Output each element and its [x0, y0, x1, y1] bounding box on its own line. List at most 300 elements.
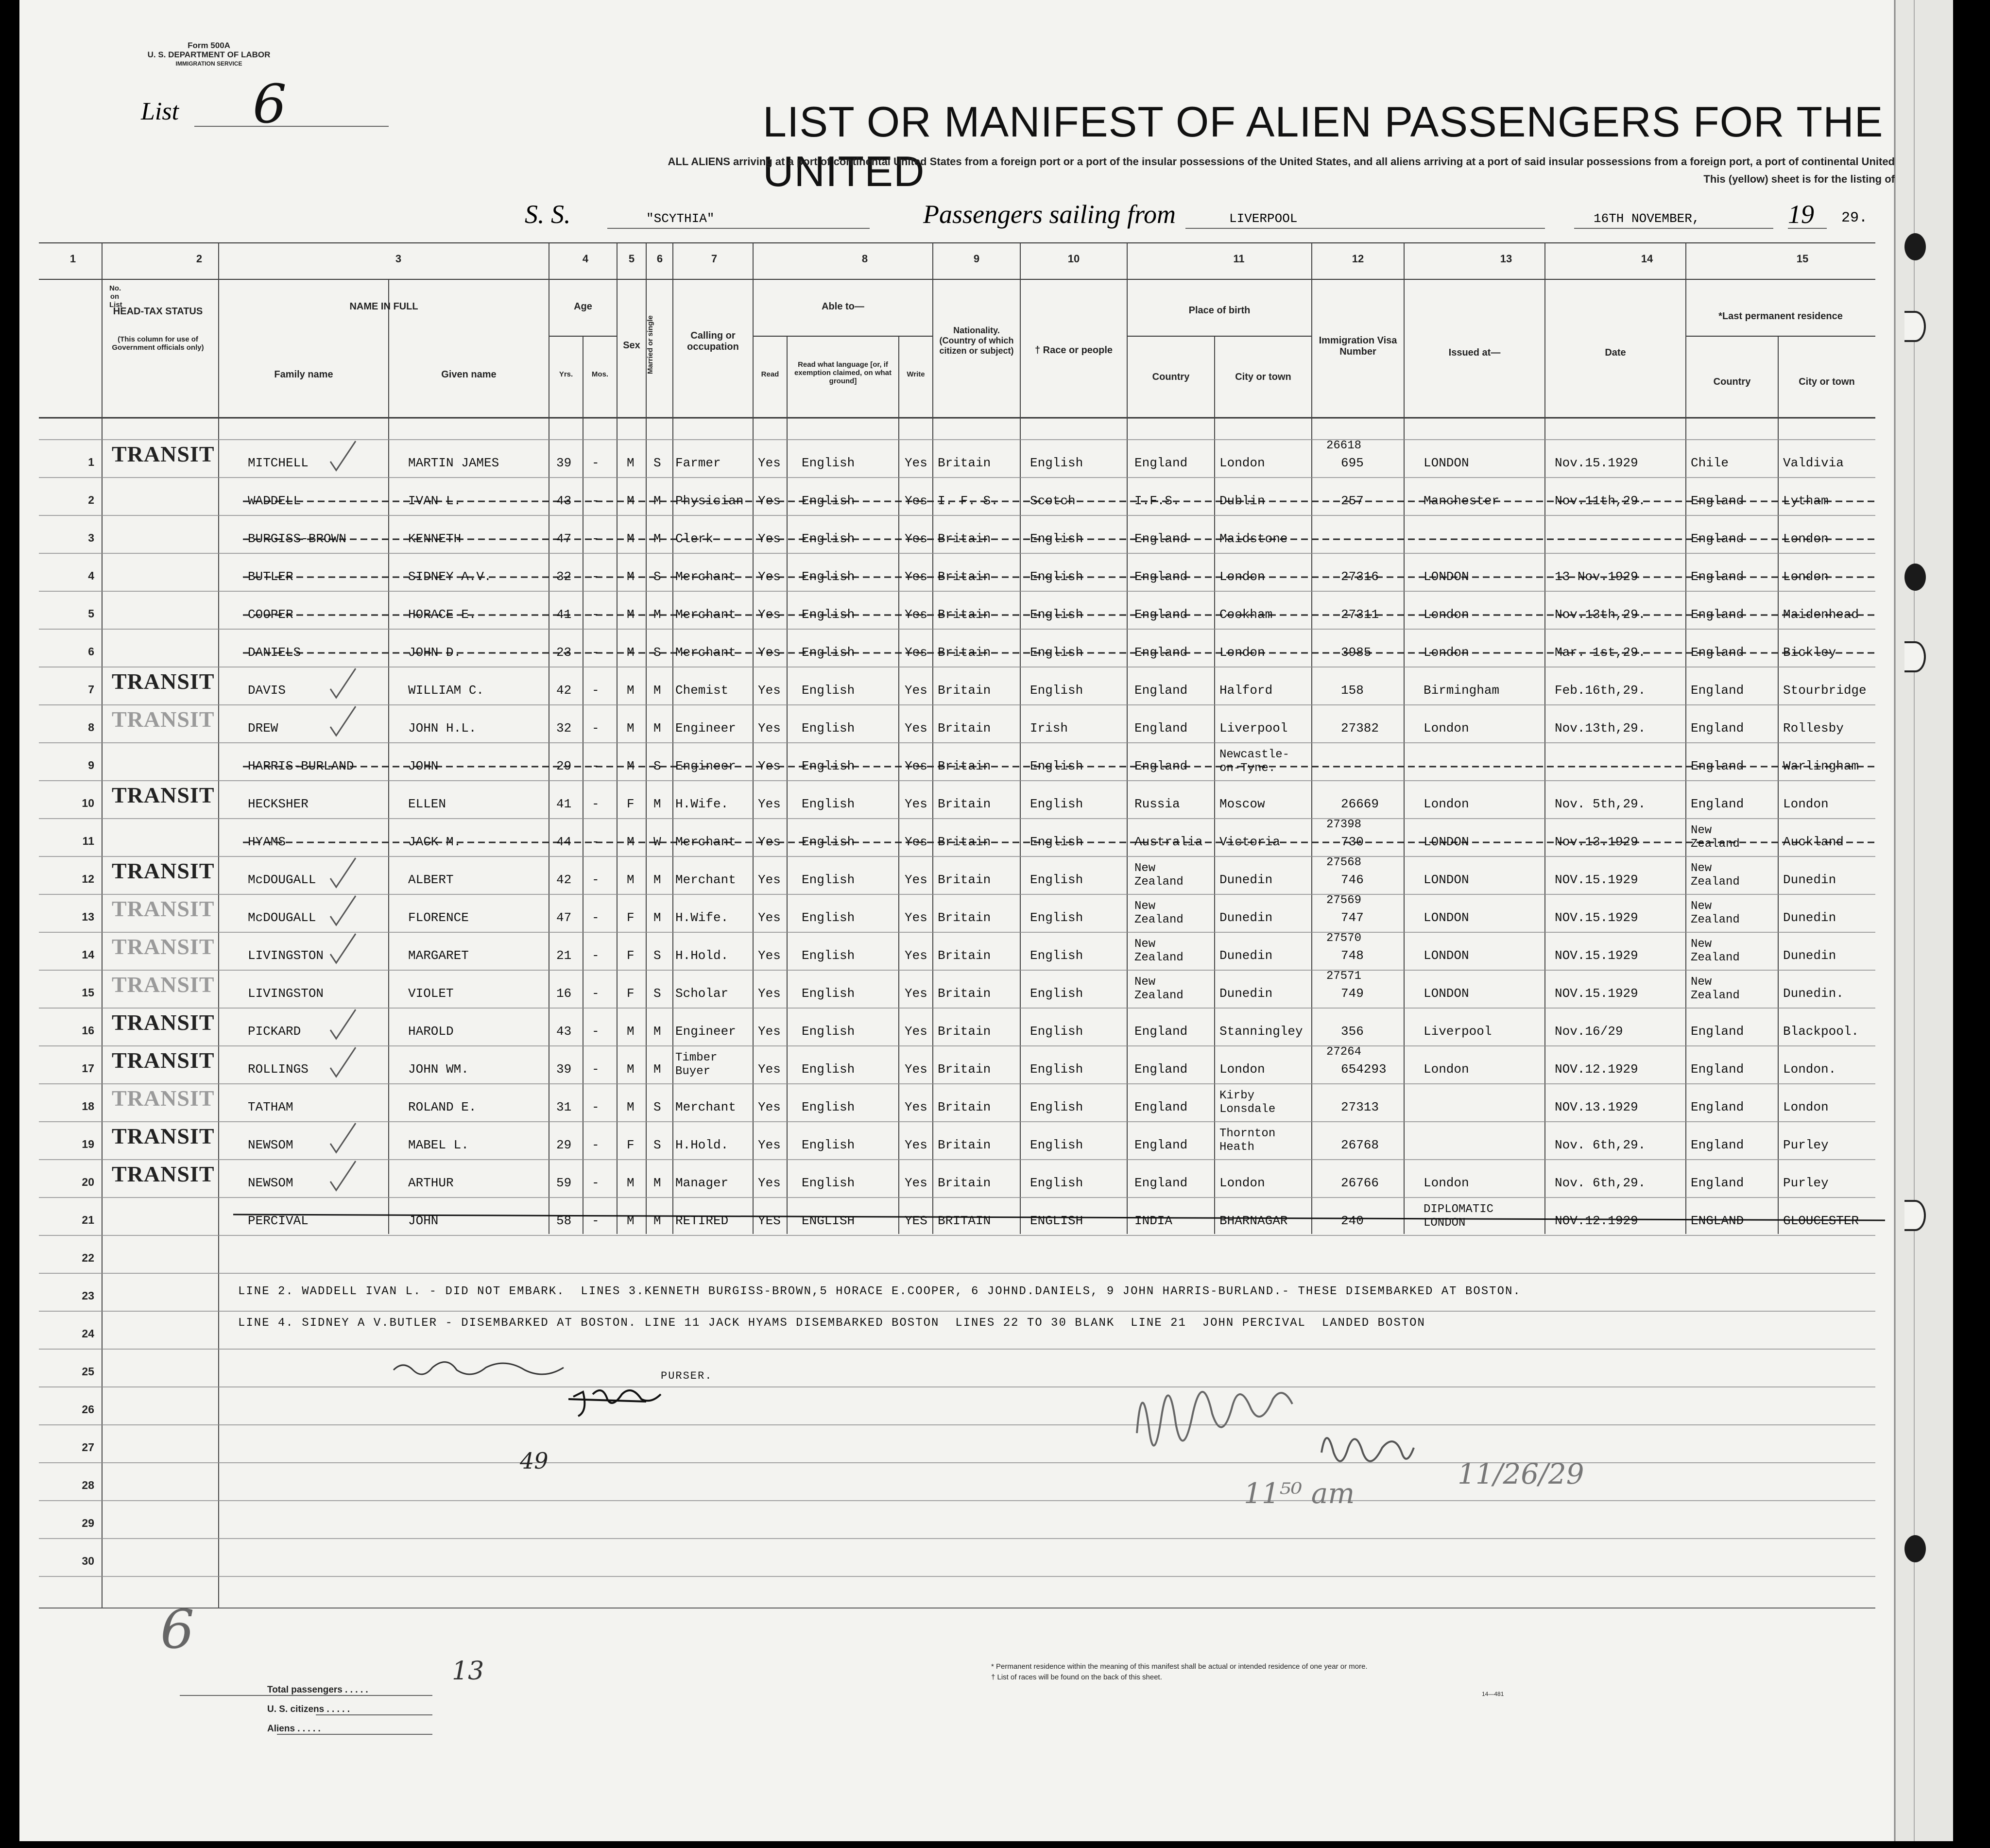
cell-read: Yes	[758, 910, 781, 925]
cell-mos: -	[592, 797, 600, 811]
cell-issued: LONDON	[1424, 569, 1469, 584]
cell-visa-top: 27398	[1326, 818, 1362, 831]
cell-read: Yes	[758, 1062, 781, 1077]
department-name: U. S. DEPARTMENT OF LABOR	[147, 50, 271, 59]
cell-given: JOHN D.	[408, 645, 462, 660]
cell-date: Nov. 5th,29.	[1555, 797, 1646, 811]
cell-family: MITCHELL	[248, 456, 309, 470]
head-tax-status-stamp: TRANSIT	[112, 783, 215, 807]
cell-family: DAVIS	[248, 683, 286, 698]
check-mark	[330, 668, 356, 698]
cell-read: YES	[758, 1214, 781, 1228]
cell-bcountry: New Zealand	[1134, 938, 1184, 964]
cell-visa-top: 26618	[1326, 439, 1362, 452]
cell-lang: English	[802, 835, 855, 849]
cell-issued: LONDON	[1424, 456, 1469, 470]
cell-rcity: London	[1783, 531, 1829, 546]
cell-sex: M	[627, 759, 635, 773]
cell-calling: Farmer	[675, 456, 721, 470]
cell-read: Yes	[758, 986, 781, 1001]
column-number: 15	[1796, 253, 1809, 265]
column-number: 10	[1067, 253, 1080, 265]
cell-yrs: 29	[556, 1138, 572, 1152]
sailing-label: Passengers sailing from	[923, 200, 1176, 229]
cell-lang: English	[802, 569, 855, 584]
row-number: 1	[88, 456, 94, 468]
row-number: 8	[88, 721, 94, 734]
cell-ms: M	[653, 683, 661, 698]
cell-mos: -	[592, 1138, 600, 1152]
cell-bcountry: England	[1134, 645, 1188, 660]
cell-rcountry: England	[1691, 721, 1744, 736]
cell-calling: H.Hold.	[675, 948, 729, 963]
cell-read: Yes	[758, 797, 781, 811]
cell-issued: Liverpool	[1424, 1024, 1492, 1039]
cell-mos: -	[592, 456, 600, 470]
header-nationality: Nationality. (Country of which citizen or subject)	[939, 325, 1014, 356]
departure-port: LIVERPOOL	[1229, 211, 1298, 226]
cell-lang: English	[802, 1024, 855, 1039]
cell-bcountry: England	[1134, 456, 1188, 470]
purser-signature	[389, 1351, 729, 1419]
cell-rcity: London	[1783, 797, 1829, 811]
cell-date: NOV.15.1929	[1555, 873, 1638, 887]
ship-name: "SCYTHIA"	[646, 211, 715, 226]
cell-nat: Britain	[938, 456, 991, 470]
cell-rcity: Blackpool.	[1783, 1024, 1859, 1039]
cell-bcity: Stanningley	[1219, 1024, 1303, 1039]
cell-calling: Chemist	[675, 683, 729, 698]
cell-bcountry: New Zealand	[1134, 900, 1184, 926]
footnote-races: † List of races will be found on the back of this sheet.	[991, 1673, 1162, 1681]
cell-nat: Britain	[938, 1176, 991, 1190]
cell-family: COOPER	[248, 607, 293, 622]
cell-bcity: London	[1219, 569, 1265, 584]
cell-rcity: Dunedin.	[1783, 986, 1844, 1001]
cell-nat: Britain	[938, 759, 991, 773]
cell-ms: S	[653, 986, 661, 1001]
ss-label: S. S.	[525, 200, 571, 229]
cell-write: Yes	[905, 797, 927, 811]
page-title: LIST OR MANIFEST OF ALIEN PASSENGERS FOR THE UNITED	[763, 98, 1884, 195]
cell-rcity: Purley	[1783, 1176, 1829, 1190]
cell-bcity: London	[1219, 645, 1265, 660]
cell-calling: Manager	[675, 1176, 729, 1190]
cell-nat: Britain	[938, 986, 991, 1001]
cell-nat: Britain	[938, 569, 991, 584]
cell-sex: M	[627, 1176, 635, 1190]
cell-sex: M	[627, 873, 635, 887]
check-mark	[330, 896, 356, 925]
cell-mos: -	[592, 569, 600, 584]
cell-race: English	[1030, 1100, 1083, 1114]
cell-bcountry: England	[1134, 683, 1188, 698]
cell-lang: English	[802, 1138, 855, 1152]
cell-write: Yes	[905, 1062, 927, 1077]
cell-write: Yes	[905, 1176, 927, 1190]
cell-ms: M	[653, 721, 661, 736]
cell-nat: BRITAIN	[938, 1214, 991, 1228]
cell-calling: H.Wife.	[675, 910, 729, 925]
cell-ms: M	[653, 607, 661, 622]
cell-calling: Merchant	[675, 1100, 736, 1114]
header-issued-at: Issued at—	[1448, 347, 1501, 358]
row-number: 4	[88, 569, 94, 582]
cell-family: McDOUGALL	[248, 873, 316, 887]
cell-bcountry: England	[1134, 1100, 1188, 1114]
row-number: 28	[82, 1479, 94, 1491]
row-number: 9	[88, 759, 94, 771]
cell-family: TATHAM	[248, 1100, 293, 1114]
cell-write: Yes	[905, 835, 927, 849]
cell-bcity: Moscow	[1219, 797, 1265, 811]
cell-bcity: Kirby Lonsdale	[1219, 1089, 1276, 1116]
cell-race: English	[1030, 1176, 1083, 1190]
cell-mos: -	[592, 873, 600, 887]
cell-rcountry: England	[1691, 1176, 1744, 1190]
cell-mos: -	[592, 1214, 600, 1228]
cell-bcity: Victoria	[1219, 835, 1280, 849]
cell-given: MARGARET	[408, 948, 469, 963]
cell-sex: M	[627, 1214, 635, 1228]
cell-visa: 654293	[1341, 1062, 1387, 1077]
header-residence-city: City or town	[1799, 376, 1855, 387]
column-number: 11	[1233, 253, 1245, 265]
cell-rcity: Dunedin	[1783, 948, 1836, 963]
cell-read: Yes	[758, 683, 781, 698]
handwritten-time-mark: 11⁵⁰ am	[1244, 1477, 1355, 1510]
cell-rcountry: ENGLAND	[1691, 1214, 1744, 1228]
cell-sex: M	[627, 721, 635, 736]
print-code: 14—481	[1482, 1691, 1504, 1697]
head-tax-status-stamp: TRANSIT	[112, 896, 215, 921]
head-tax-status-stamp: TRANSIT	[112, 1162, 215, 1186]
cell-family: NEWSOM	[248, 1138, 293, 1152]
column-number: 6	[656, 253, 663, 265]
cell-ms: S	[653, 569, 661, 584]
cell-bcountry: New Zealand	[1134, 975, 1184, 1002]
cell-ms: M	[653, 1062, 661, 1077]
header-read: Read	[761, 370, 779, 378]
service-name: IMMIGRATION SERVICE	[175, 60, 242, 67]
cell-lang: English	[802, 456, 855, 470]
cell-yrs: 23	[556, 645, 572, 660]
cell-bcountry: England	[1134, 1062, 1188, 1077]
cell-sex: M	[627, 645, 635, 660]
cell-family: ROLLINGS	[248, 1062, 309, 1077]
cell-calling: Merchant	[675, 569, 736, 584]
handwritten-page-mark: 49	[520, 1448, 549, 1474]
cell-yrs: 43	[556, 1024, 572, 1039]
head-tax-status-stamp: TRANSIT	[112, 1086, 215, 1111]
cell-nat: Britain	[938, 1100, 991, 1114]
check-mark	[330, 1123, 356, 1152]
cell-bcity: Dublin	[1219, 494, 1265, 508]
cell-given: JACK M.	[408, 835, 462, 849]
cell-sex: M	[627, 531, 635, 546]
cell-visa: 748	[1341, 948, 1364, 963]
cell-mos: -	[592, 683, 600, 698]
cell-issued: London	[1424, 1176, 1469, 1190]
cell-given: VIOLET	[408, 986, 454, 1001]
cell-write: YES	[905, 1214, 927, 1228]
row-number: 12	[82, 873, 94, 885]
cell-write: Yes	[905, 683, 927, 698]
cell-read: Yes	[758, 494, 781, 508]
row-number: 26	[82, 1403, 94, 1416]
cell-ms: M	[653, 873, 661, 887]
cell-family: BURGISS-BROWN	[248, 531, 346, 546]
cell-nat: Britain	[938, 1024, 991, 1039]
cell-family: HARRIS-BURLAND	[248, 759, 354, 773]
cell-given: JOHN H.L.	[408, 721, 477, 736]
cell-given: IVAN L.	[408, 494, 462, 508]
cell-family: DANIELS	[248, 645, 301, 660]
cell-rcity: London	[1783, 1100, 1829, 1114]
cell-calling: Scholar	[675, 986, 729, 1001]
cell-read: Yes	[758, 721, 781, 736]
cell-date: Nov.13th,29.	[1555, 721, 1646, 736]
cell-ms: S	[653, 948, 661, 963]
cell-race: English	[1030, 759, 1083, 773]
cell-calling: Clerk	[675, 531, 714, 546]
cell-date: NOV.15.1929	[1555, 910, 1638, 925]
departure-date: 16TH NOVEMBER,	[1594, 211, 1700, 226]
head-tax-status-stamp: TRANSIT	[112, 972, 215, 997]
cell-mos: -	[592, 607, 600, 622]
cell-mos: -	[592, 531, 600, 546]
cell-mos: -	[592, 986, 600, 1001]
handwritten-date-mark: 11/26/29	[1458, 1457, 1584, 1490]
cell-visa: 27382	[1341, 721, 1379, 736]
cell-read: Yes	[758, 948, 781, 963]
cell-read: Yes	[758, 873, 781, 887]
cell-calling: Engineer	[675, 759, 736, 773]
cell-calling: Engineer	[675, 721, 736, 736]
cell-visa-top: 27568	[1326, 856, 1362, 869]
cell-bcity: Newcastle- on-Tyne.	[1219, 748, 1290, 775]
cell-ms: S	[653, 759, 661, 773]
form-number: Form 500A	[188, 41, 230, 50]
cell-mos: -	[592, 1062, 600, 1077]
row-number: 11	[82, 835, 94, 847]
header-able-to: Able to—	[822, 301, 864, 312]
head-tax-status-stamp: TRANSIT	[112, 707, 215, 732]
head-tax-status-stamp: TRANSIT	[112, 1010, 215, 1035]
cell-race: English	[1030, 607, 1083, 622]
cell-issued: London	[1424, 607, 1469, 622]
cell-visa: 356	[1341, 1024, 1364, 1039]
cell-yrs: 39	[556, 1062, 572, 1077]
cell-rcountry: England	[1691, 569, 1744, 584]
cell-rcountry: New Zealand	[1691, 938, 1740, 964]
punch-hole	[1904, 641, 1926, 672]
cell-ms: S	[653, 645, 661, 660]
cell-issued: Birmingham	[1424, 683, 1500, 698]
list-label: List	[141, 98, 179, 125]
cell-bcity: Cookham	[1219, 607, 1273, 622]
cell-yrs: 16	[556, 986, 572, 1001]
check-mark	[330, 1047, 356, 1077]
cell-calling: H.Wife.	[675, 797, 729, 811]
row-number: 17	[82, 1062, 94, 1075]
cell-date: Mar. 1st,29.	[1555, 645, 1646, 660]
cell-nat: Britain	[938, 531, 991, 546]
cell-issued: LONDON	[1424, 948, 1469, 963]
cell-race: English	[1030, 835, 1083, 849]
cell-nat: Britain	[938, 683, 991, 698]
cell-sex: M	[627, 683, 635, 698]
cell-ms: M	[653, 910, 661, 925]
head-tax-status-stamp: TRANSIT	[112, 442, 215, 466]
check-mark	[330, 706, 356, 736]
row-number: 21	[82, 1214, 94, 1226]
punch-hole	[1904, 564, 1926, 591]
cell-sex: M	[627, 607, 635, 622]
header-sex: Sex	[623, 340, 640, 351]
year-prefix: 19	[1788, 200, 1814, 229]
cell-visa: 27316	[1341, 569, 1379, 584]
cell-read: Yes	[758, 759, 781, 773]
cell-date: Nov.15.1929	[1555, 456, 1638, 470]
cell-date: Nov. 6th,29.	[1555, 1176, 1646, 1190]
cell-mos: -	[592, 948, 600, 963]
cell-read: Yes	[758, 835, 781, 849]
cell-rcity: Rollesby	[1783, 721, 1844, 736]
cell-yrs: 58	[556, 1214, 572, 1228]
cell-read: Yes	[758, 1176, 781, 1190]
cell-nat: Britain	[938, 910, 991, 925]
cell-rcity: Purley	[1783, 1138, 1829, 1152]
cell-visa: 27313	[1341, 1100, 1379, 1114]
header-married-or-single: Married or single	[646, 315, 654, 375]
cell-yrs: 32	[556, 721, 572, 736]
cell-read: Yes	[758, 531, 781, 546]
cell-visa: 257	[1341, 494, 1364, 508]
cell-visa: 747	[1341, 910, 1364, 925]
cell-lang: English	[802, 873, 855, 887]
cell-sex: M	[627, 494, 635, 508]
check-mark	[330, 1161, 356, 1190]
cell-given: MARTIN JAMES	[408, 456, 499, 470]
cell-write: Yes	[905, 494, 927, 508]
cell-race: English	[1030, 948, 1083, 963]
cell-nat: Britain	[938, 721, 991, 736]
cell-visa: 695	[1341, 456, 1364, 470]
row-number: 19	[82, 1138, 94, 1150]
cell-write: Yes	[905, 1100, 927, 1114]
cell-rcountry: England	[1691, 607, 1744, 622]
cell-read: Yes	[758, 456, 781, 470]
header-read-language: Read what language [or, if exemption claimed, on what ground]	[794, 360, 892, 385]
cell-calling: Merchant	[675, 607, 736, 622]
cell-rcountry: England	[1691, 1024, 1744, 1039]
cell-rcountry: England	[1691, 1100, 1744, 1114]
cell-yrs: 47	[556, 910, 572, 925]
cell-nat: Britain	[938, 835, 991, 849]
punch-hole	[1904, 1200, 1926, 1231]
header-residence-country: Country	[1713, 376, 1751, 387]
cell-race: English	[1030, 1138, 1083, 1152]
cell-ms: M	[653, 531, 661, 546]
cell-nat: Britain	[938, 1062, 991, 1077]
cell-lang: English	[802, 948, 855, 963]
cell-rcity: Bickley	[1783, 645, 1836, 660]
cell-lang: English	[802, 531, 855, 546]
cell-rcity: Valdivia	[1783, 456, 1844, 470]
cell-calling: Merchant	[675, 835, 736, 849]
cell-race: English	[1030, 873, 1083, 887]
cell-race: English	[1030, 531, 1083, 546]
cell-date: NOV.12.1929	[1555, 1062, 1638, 1077]
cell-date: Nov.13.1929	[1555, 835, 1638, 849]
row-number: 5	[88, 607, 94, 620]
cell-yrs: 43	[556, 494, 572, 508]
cell-read: Yes	[758, 607, 781, 622]
header-age: Age	[574, 301, 592, 312]
cell-ms: S	[653, 456, 661, 470]
footnote-residence: * Permanent residence within the meaning of this manifest shall be actual or intended residence of one year or more.	[991, 1662, 1368, 1671]
cell-race: English	[1030, 456, 1083, 470]
total-passengers-value: 13	[452, 1657, 484, 1686]
row-number: 13	[82, 910, 94, 923]
cell-yrs: 41	[556, 797, 572, 811]
row-number: 27	[82, 1441, 94, 1454]
cell-family: HYAMS	[248, 835, 286, 849]
row-number: 3	[88, 531, 94, 544]
cell-bcity: London	[1219, 1062, 1265, 1077]
cell-yrs: 21	[556, 948, 572, 963]
row-number: 16	[82, 1024, 94, 1037]
cell-given: FLORENCE	[408, 910, 469, 925]
column-number: 14	[1641, 253, 1653, 265]
cell-race: English	[1030, 986, 1083, 1001]
head-tax-status-stamp: TRANSIT	[112, 1124, 215, 1148]
cell-bcity: Liverpool	[1219, 721, 1288, 736]
cell-bcountry: England	[1134, 607, 1188, 622]
cell-write: Yes	[905, 986, 927, 1001]
cell-given: HORACE E.	[408, 607, 477, 622]
cell-bcity: Thornton Heath	[1219, 1127, 1276, 1154]
cell-family: WADDELL	[248, 494, 301, 508]
cell-family: LIVINGSTON	[248, 948, 324, 963]
cell-given: ARTHUR	[408, 1176, 454, 1190]
cell-calling: Timber Buyer	[675, 1051, 718, 1078]
column-number: 4	[582, 253, 589, 265]
row-number: 6	[88, 645, 94, 658]
cell-given: JOHN	[408, 1214, 439, 1228]
cell-write: Yes	[905, 569, 927, 584]
punch-hole	[1904, 233, 1926, 260]
cell-visa: 746	[1341, 873, 1364, 887]
cell-rcountry: Chile	[1691, 456, 1729, 470]
cell-yrs: 47	[556, 531, 572, 546]
cell-given: SIDNEY A.V.	[408, 569, 492, 584]
cell-rcity: London	[1783, 569, 1829, 584]
cell-read: Yes	[758, 1100, 781, 1114]
column-number: 7	[711, 253, 718, 265]
cell-lang: English	[802, 910, 855, 925]
cell-bcountry: England	[1134, 569, 1188, 584]
cell-issued: LONDON	[1424, 835, 1469, 849]
cell-lang: English	[802, 683, 855, 698]
cell-date: NOV.15.1929	[1555, 948, 1638, 963]
cell-sex: F	[627, 948, 635, 963]
row-number: 24	[82, 1327, 94, 1340]
cell-nat: Britain	[938, 873, 991, 887]
cell-race: English	[1030, 910, 1083, 925]
cell-family: PERCIVAL	[248, 1214, 309, 1228]
